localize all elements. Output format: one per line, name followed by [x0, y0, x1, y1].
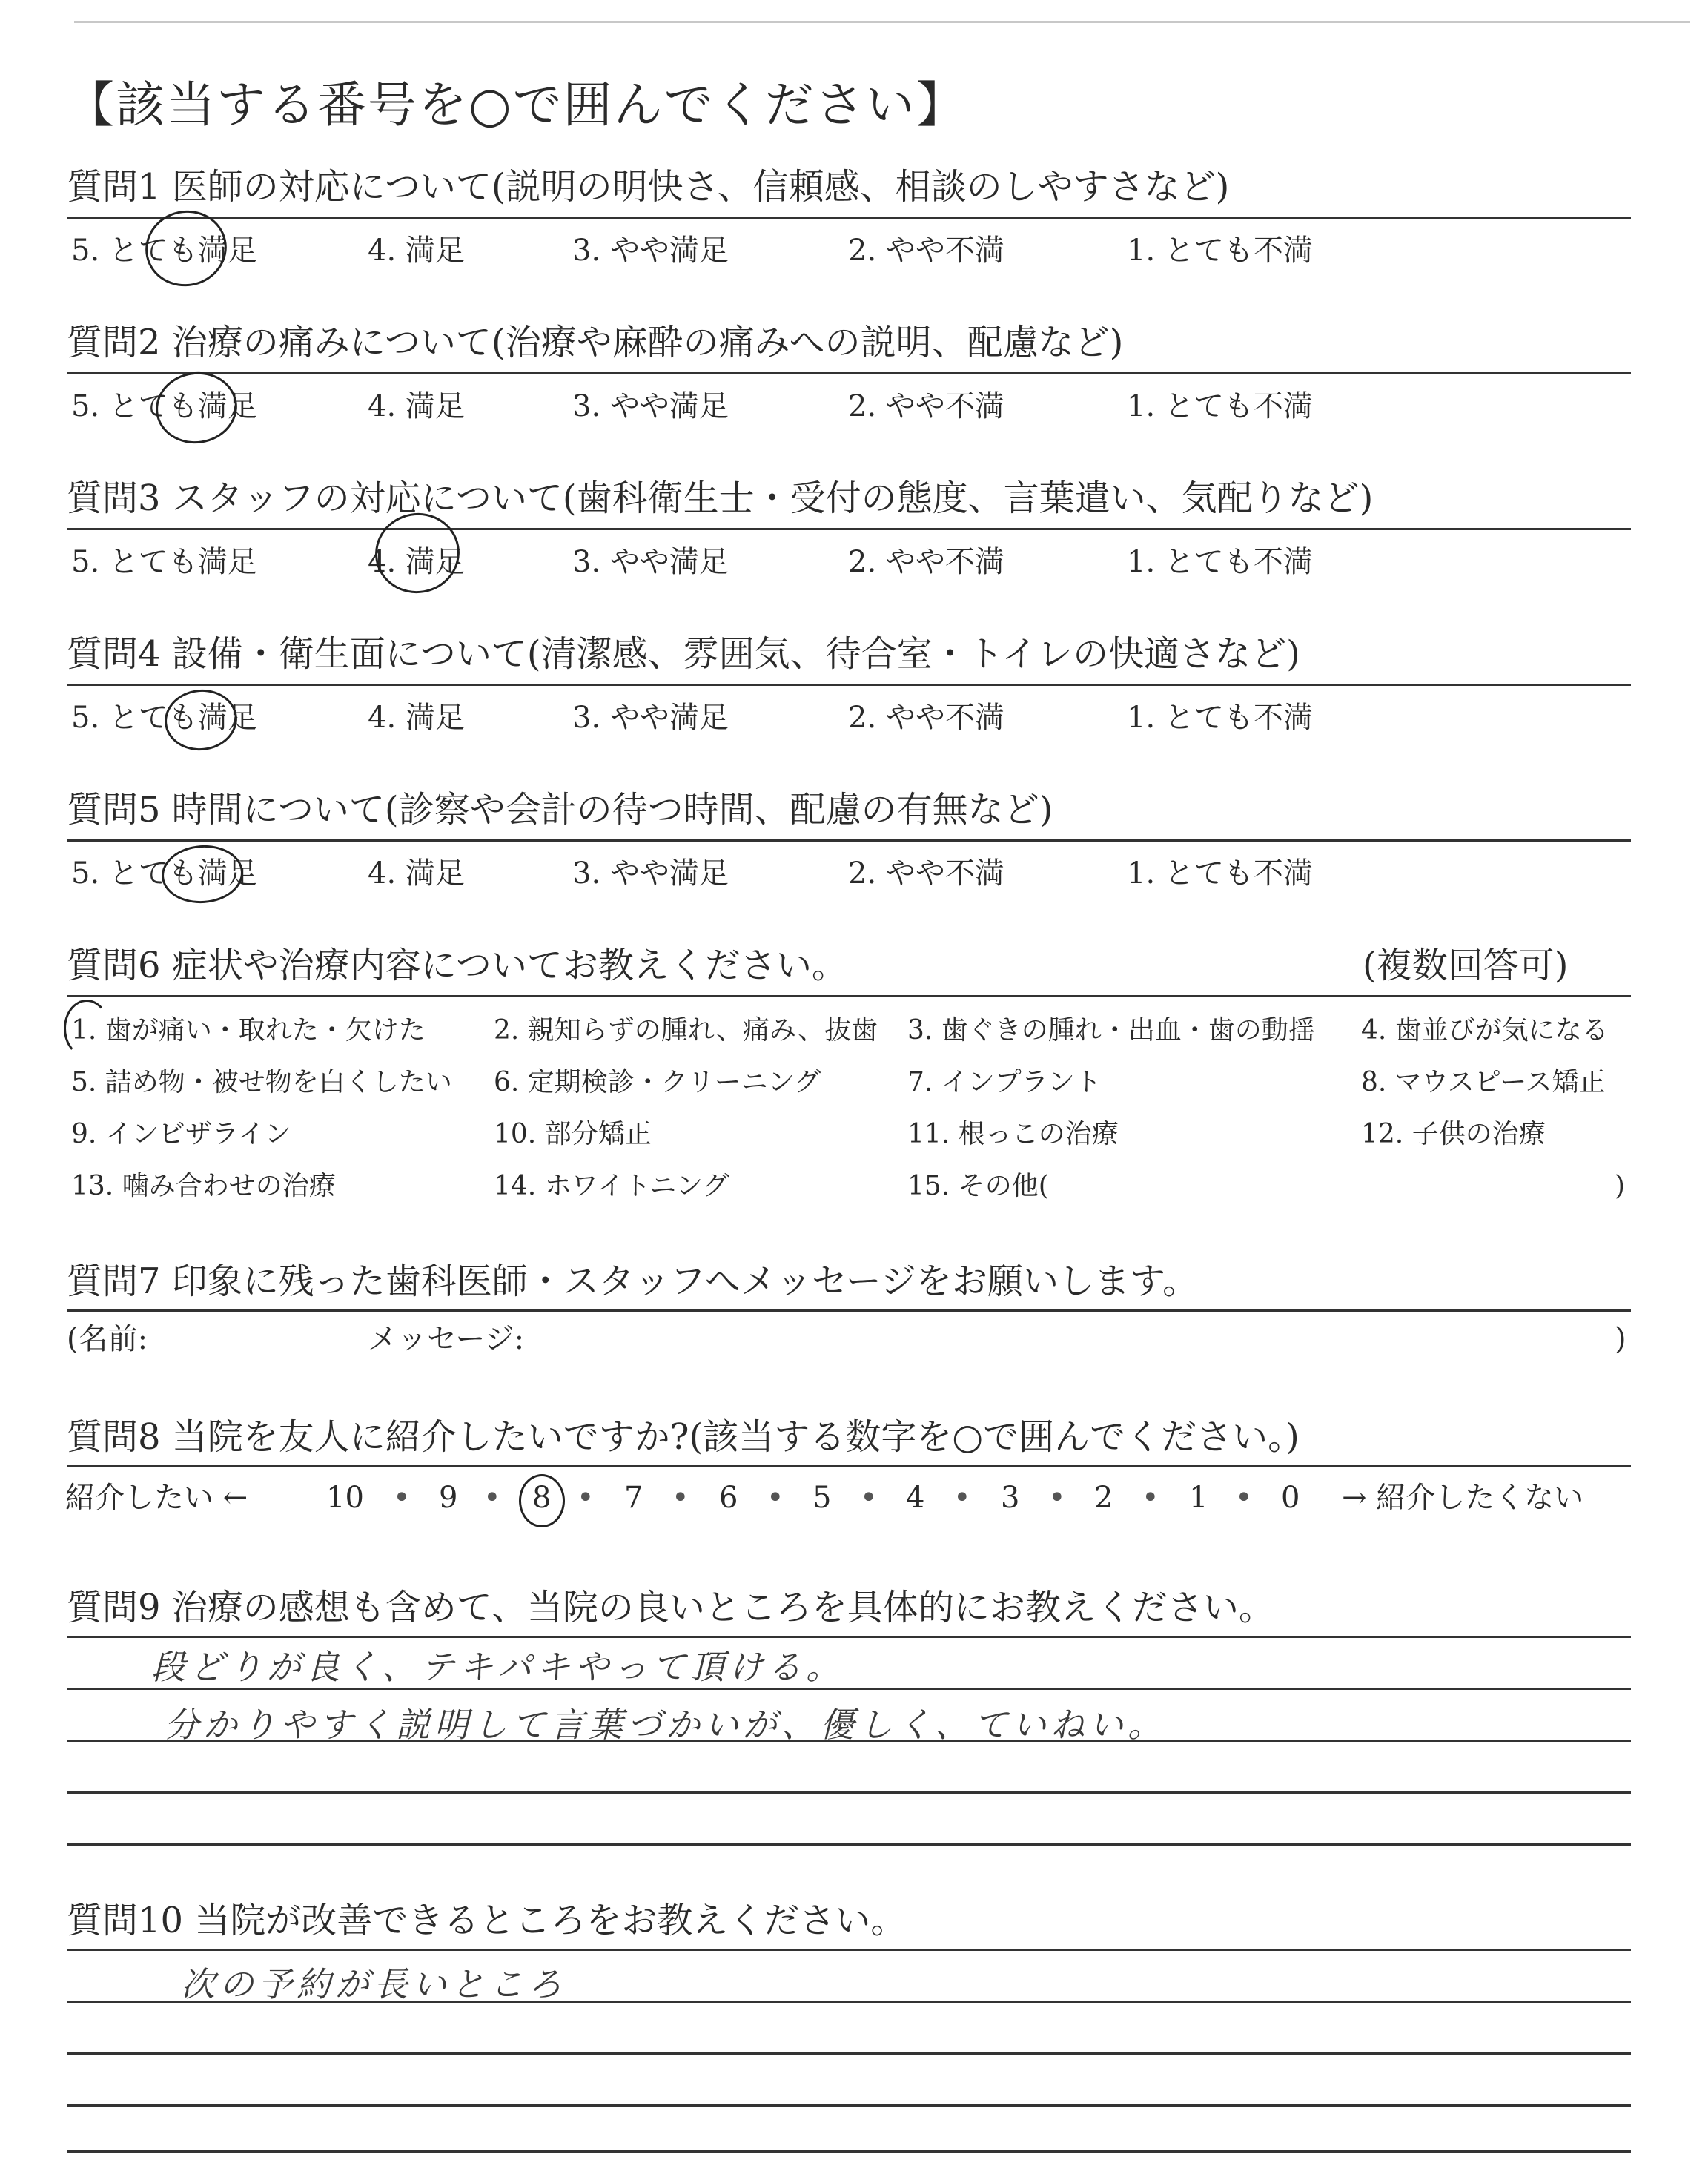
q7-name-field[interactable] [222, 1321, 348, 1357]
q4-option-3[interactable]: 3. やや満足 [572, 701, 729, 735]
q1-option-3[interactable]: 3. やや満足 [572, 234, 729, 268]
q8-scale-0[interactable]: 0 [1281, 1481, 1300, 1515]
question-6-note: (複数回答可) [1363, 945, 1569, 986]
q8-selection-circle [519, 1474, 565, 1527]
page-title: 【該当する番号を○で囲んでください】 [65, 76, 967, 133]
question-9-title: 質問9 治療の感想も含めて、当院の良いところを具体的にお教えください。 [67, 1587, 1274, 1628]
q9-handwritten-answer-1: 段どりが良く、テキパキやって頂ける。 [151, 1647, 845, 1687]
q6-item-14[interactable]: 14. ホワイトニング [494, 1171, 729, 1201]
question-2-title: 質問2 治療の痛みについて(治療や麻酔の痛みへの説明、配慮など) [67, 322, 1124, 363]
q8-dot: • [953, 1481, 971, 1515]
q6-item-13[interactable]: 13. 噛み合わせの治療 [71, 1171, 336, 1201]
q8-dot: • [577, 1481, 595, 1515]
q4-selection-circle [162, 686, 240, 754]
q8-dot: • [1048, 1481, 1066, 1515]
q4-option-5[interactable]: 5. とても満足 [71, 701, 257, 735]
q6-item-10[interactable]: 10. 部分矯正 [494, 1119, 652, 1149]
q2-option-1[interactable]: 1. とても不満 [1127, 389, 1313, 423]
q8-scale-9[interactable]: 9 [439, 1481, 458, 1515]
q8-scale-3[interactable]: 3 [1001, 1481, 1020, 1515]
q1-option-4[interactable]: 4. 満足 [368, 234, 465, 268]
q1-option-5[interactable]: 5. とても満足 [71, 234, 257, 268]
question-7-title: 質問7 印象に残った歯科医師・スタッフへメッセージをお願いします。 [67, 1261, 1199, 1302]
q8-scale-8[interactable]: 8 [532, 1481, 552, 1515]
q10-answer-line [67, 2104, 1631, 2107]
question-3-rule [67, 528, 1631, 530]
question-1-rule [67, 217, 1631, 219]
q6-item-1[interactable]: 1. 歯が痛い・取れた・欠けた [71, 1015, 426, 1046]
q1-option-2[interactable]: 2. やや不満 [848, 234, 1004, 268]
q5-option-4[interactable]: 4. 満足 [368, 856, 465, 891]
q5-option-5[interactable]: 5. とても満足 [71, 856, 257, 891]
question-6-title: 質問6 症状や治療内容についてお教えください。 [67, 945, 847, 986]
q5-selection-circle [159, 842, 245, 905]
q8-dot: • [767, 1481, 784, 1515]
q6-item-2[interactable]: 2. 親知らずの腫れ、痛み、抜歯 [494, 1015, 878, 1046]
q4-option-2[interactable]: 2. やや不満 [848, 701, 1004, 735]
q7-name-label: (名前: [67, 1322, 148, 1356]
q8-scale-5[interactable]: 5 [812, 1481, 832, 1515]
question-5-rule [67, 839, 1631, 842]
q7-message-field[interactable] [563, 1321, 1601, 1357]
q8-left-label: 紹介したい ← [65, 1481, 248, 1515]
q6-item-15[interactable]: 15. その他( [907, 1171, 1049, 1201]
q1-option-1[interactable]: 1. とても不満 [1127, 234, 1313, 268]
q9-answer-line [67, 1636, 1631, 1638]
q10-handwritten-answer-1: 次の予約が長いところ [181, 1964, 566, 2004]
q3-option-2[interactable]: 2. やや不満 [848, 545, 1004, 579]
q9-answer-line [67, 1791, 1631, 1794]
question-8-rule [67, 1465, 1631, 1467]
q8-dot: • [1142, 1481, 1159, 1515]
q8-dot: • [860, 1481, 878, 1515]
q8-scale-7[interactable]: 7 [624, 1481, 643, 1515]
q9-answer-line [67, 1843, 1631, 1846]
q7-message-label: メッセージ: [368, 1322, 525, 1356]
question-10-title: 質問10 当院が改善できるところをお教えください。 [67, 1900, 907, 1941]
q10-answer-line [67, 1949, 1631, 1951]
q6-item-5[interactable]: 5. 詰め物・被せ物を白くしたい [71, 1067, 452, 1097]
q6-item-12[interactable]: 12. 子供の治療 [1361, 1119, 1546, 1149]
q3-option-5[interactable]: 5. とても満足 [71, 545, 257, 579]
q8-dot: • [483, 1481, 501, 1515]
q6-item-15-close-paren: ) [1615, 1171, 1626, 1201]
q6-item-11[interactable]: 11. 根っこの治療 [907, 1119, 1119, 1149]
q10-answer-line [67, 2052, 1631, 2055]
q10-answer-line [67, 2150, 1631, 2153]
q8-right-label: → 紹介したくない [1342, 1481, 1584, 1515]
q6-selection-mark [64, 1000, 110, 1057]
q8-scale-6[interactable]: 6 [719, 1481, 738, 1515]
q6-item-7[interactable]: 7. インプラント [907, 1067, 1102, 1097]
q3-option-4[interactable]: 4. 満足 [368, 545, 465, 579]
q8-dot: • [1235, 1481, 1253, 1515]
question-4-title: 質問4 設備・衛生面について(清潔感、雰囲気、待合室・トイレの快適さなど) [67, 633, 1300, 675]
q8-scale-1[interactable]: 1 [1189, 1481, 1208, 1515]
question-1-title: 質問1 医師の対応について(説明の明快さ、信頼感、相談のしやすさなど) [67, 166, 1230, 208]
q6-item-4[interactable]: 4. 歯並びが気になる [1361, 1015, 1609, 1046]
q2-option-2[interactable]: 2. やや不満 [848, 389, 1004, 423]
q5-option-1[interactable]: 1. とても不満 [1127, 856, 1313, 891]
q8-scale-10[interactable]: 10 [326, 1481, 364, 1515]
question-2-rule [67, 372, 1631, 374]
q8-scale-4[interactable]: 4 [906, 1481, 925, 1515]
q6-item-9[interactable]: 9. インビザライン [71, 1119, 291, 1149]
q2-option-3[interactable]: 3. やや満足 [572, 389, 729, 423]
question-6-rule [67, 995, 1631, 997]
q5-option-3[interactable]: 3. やや満足 [572, 856, 729, 891]
q2-option-5[interactable]: 5. とても満足 [71, 389, 257, 423]
q8-dot: • [672, 1481, 689, 1515]
q2-option-4[interactable]: 4. 満足 [368, 389, 465, 423]
q8-scale-2[interactable]: 2 [1094, 1481, 1113, 1515]
q2-selection-circle [151, 367, 242, 449]
q9-handwritten-answer-2: 分かりやすく説明して言葉づかいが、優しく、ていねい。 [165, 1705, 1167, 1745]
question-3-title: 質問3 スタッフの対応について(歯科衛生士・受付の態度、言葉遣い、気配りなど) [67, 478, 1374, 519]
question-5-title: 質問5 時間について(診察や会計の待つ時間、配慮の有無など) [67, 789, 1053, 830]
q6-item-3[interactable]: 3. 歯ぐきの腫れ・出血・歯の動揺 [907, 1015, 1315, 1046]
q3-option-3[interactable]: 3. やや満足 [572, 545, 729, 579]
q4-option-4[interactable]: 4. 満足 [368, 701, 465, 735]
question-7-rule [67, 1309, 1631, 1312]
q3-option-1[interactable]: 1. とても不満 [1127, 545, 1313, 579]
q6-item-8[interactable]: 8. マウスピース矯正 [1361, 1067, 1606, 1097]
q6-item-6[interactable]: 6. 定期検診・クリーニング [494, 1067, 821, 1097]
top-border [74, 21, 1690, 23]
question-4-rule [67, 684, 1631, 686]
question-8-title: 質問8 当院を友人に紹介したいですか?(該当する数字を○で囲んでください。) [67, 1416, 1300, 1458]
q8-dot: • [393, 1481, 411, 1515]
q4-option-1[interactable]: 1. とても不満 [1127, 701, 1313, 735]
q7-close-paren: ) [1615, 1322, 1626, 1356]
q5-option-2[interactable]: 2. やや不満 [848, 856, 1004, 891]
